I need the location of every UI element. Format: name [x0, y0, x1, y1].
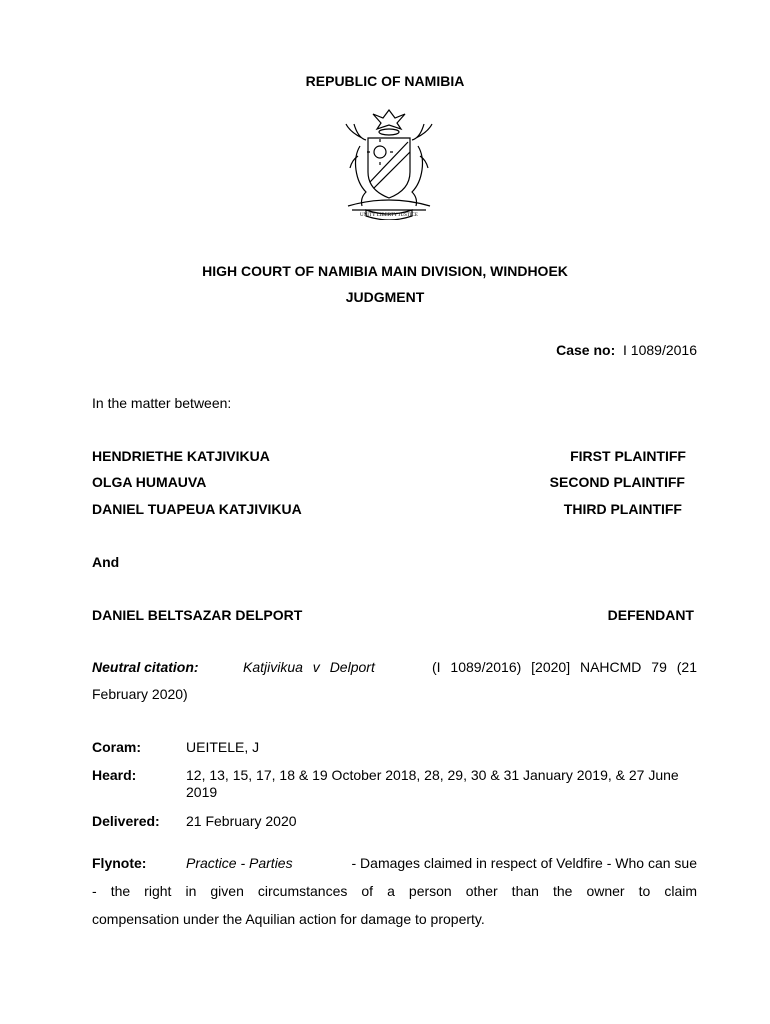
flynote-line-3: compensation under the Aquilian action for damage to property.: [92, 911, 485, 927]
citation-case-name: Katjivikua v Delport: [243, 659, 375, 675]
svg-text:UNITY LIBERTY JUSTICE: UNITY LIBERTY JUSTICE: [360, 213, 418, 218]
plaintiff-3-role: THIRD PLAINTIFF: [563, 501, 682, 517]
delivered-value: 21 February 2020: [186, 813, 297, 829]
heard-value: 12, 13, 15, 17, 18 & 19 October 2018, 28, 29, 30 & 31 January 2019, & 27 June 2019: [186, 767, 679, 800]
defendant-name: DANIEL BELTSAZAR DELPORT: [92, 607, 303, 623]
flynote-label: Flynote:: [92, 855, 147, 871]
flynote-line-1: [186, 855, 697, 871]
defendant-role: DEFENDANT: [607, 607, 694, 623]
citation-label: Neutral citation:: [92, 659, 199, 675]
judgment-heading: JUDGMENT: [345, 289, 425, 305]
and-label: And: [92, 554, 120, 570]
plaintiff-3-name: DANIEL TUAPEUA KATJIVIKUA: [92, 501, 302, 517]
citation-rest: (I 1089/2016) [2020] NAHCMD 79 (21: [431, 659, 697, 675]
heard-label: Heard:: [92, 767, 137, 783]
plaintiff-1-name: HENDRIETHE KATJIVIKUA: [92, 448, 270, 464]
citation-label-wrap: [92, 659, 199, 675]
coram-value: UEITELE, J: [186, 739, 260, 755]
case-number-label: Case no:: [556, 342, 616, 358]
plaintiff-2-name: OLGA HUMAUVA: [92, 474, 207, 490]
case-number: [556, 342, 697, 358]
republic-heading: REPUBLIC OF NAMIBIA: [305, 73, 465, 89]
citation-line-2: February 2020): [92, 686, 188, 702]
case-number-value: I 1089/2016: [623, 342, 697, 358]
flynote-text-1: - Damages claimed in respect of Veldfire - Who can sue: [351, 855, 697, 871]
flynote-line-2: - the right in given circumstances of a person other than the owner to claim: [92, 883, 697, 899]
coat-of-arms-icon: [330, 102, 448, 220]
flynote-italic: Practice - Parties: [186, 855, 293, 871]
delivered-label: Delivered:: [92, 813, 160, 829]
plaintiff-1-role: FIRST PLAINTIFF: [570, 448, 686, 464]
plaintiff-2-role: SECOND PLAINTIFF: [549, 474, 685, 490]
court-heading: HIGH COURT OF NAMIBIA MAIN DIVISION, WINDHOEK: [202, 263, 568, 279]
citation-line-1: [243, 659, 697, 675]
coram-label: Coram:: [92, 739, 142, 755]
matter-intro: In the matter between:: [92, 395, 232, 411]
